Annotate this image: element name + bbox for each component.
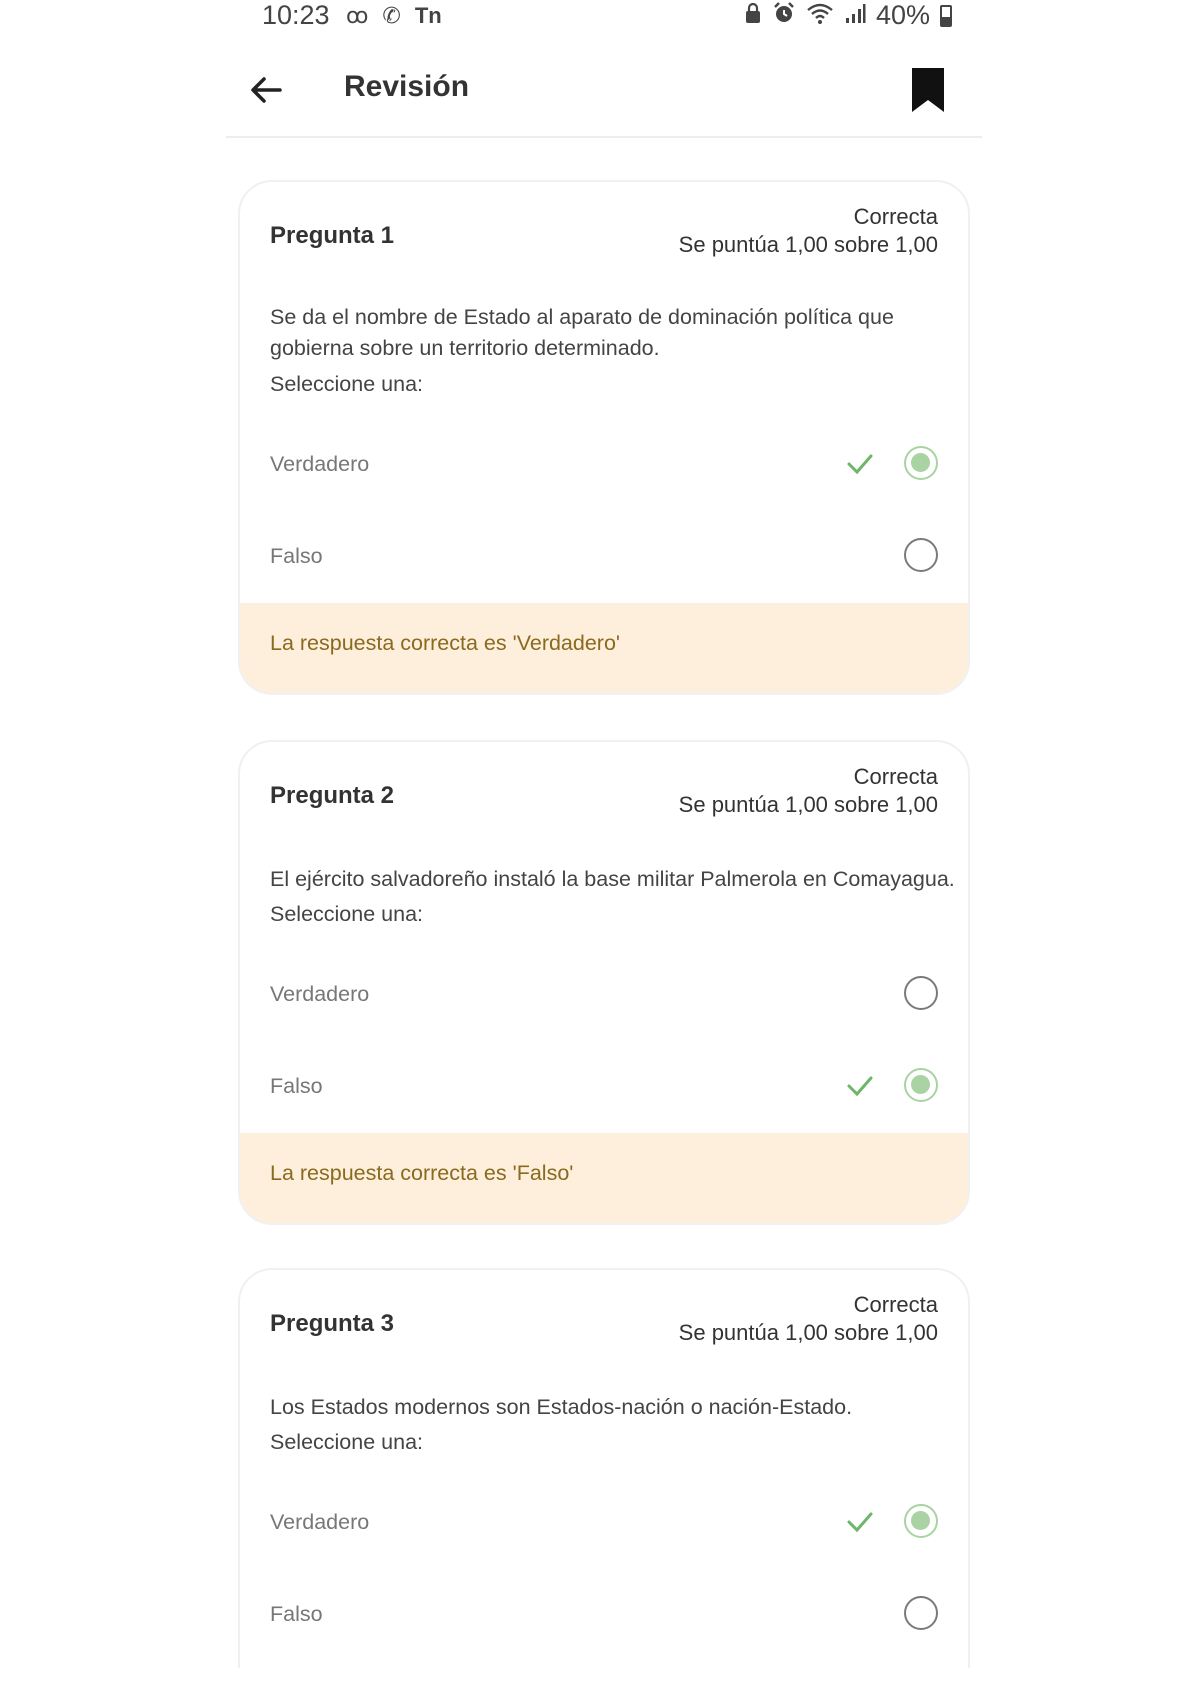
option-label: Verdadero (270, 452, 370, 476)
correct-answer-feedback (240, 1133, 968, 1225)
option-falso[interactable] (240, 522, 968, 592)
radio-button[interactable] (904, 538, 938, 572)
question-state: Correcta (853, 204, 938, 229)
option-verdadero[interactable] (240, 960, 968, 1030)
question-card-2 (238, 740, 970, 1225)
question-title: Pregunta 3 (270, 1310, 395, 1337)
tn-app-icon: Tn (414, 3, 442, 28)
option-label: Verdadero (270, 1510, 370, 1534)
alarm-icon (772, 1, 796, 31)
arrow-left-icon (246, 70, 286, 110)
question-text: Los Estados modernos son Estados-nación o nación-Estado. (270, 1395, 853, 1419)
question-title: Pregunta 1 (270, 222, 395, 249)
option-label: Falso (270, 544, 323, 568)
radio-button-selected[interactable] (904, 1504, 938, 1538)
battery-icon (940, 5, 952, 27)
lock-icon (744, 2, 762, 30)
signal-icon (844, 2, 866, 30)
question-grade: Se puntúa 1,00 sobre 1,00 (678, 1320, 938, 1345)
option-label: Falso (270, 1074, 323, 1098)
option-label: Falso (270, 1602, 323, 1626)
question-state: Correcta (853, 764, 938, 789)
option-label: Verdadero (270, 982, 370, 1006)
question-grade: Se puntúa 1,00 sobre 1,00 (678, 792, 938, 817)
bookmark-button[interactable] (910, 66, 946, 114)
question-title: Pregunta 2 (270, 782, 395, 809)
question-grade: Se puntúa 1,00 sobre 1,00 (678, 232, 938, 257)
bookmark-icon (910, 66, 946, 114)
status-bar (262, 0, 962, 34)
battery-percentage: 40% (875, 0, 930, 30)
check-icon (846, 1074, 874, 1098)
radio-button[interactable] (904, 1596, 938, 1630)
question-card-3 (238, 1268, 970, 1668)
question-text: El ejército salvadoreño instaló la base militar Palmerola en Comayagua. (270, 867, 955, 891)
question-state: Correcta (853, 1292, 938, 1317)
radio-button-selected[interactable] (904, 446, 938, 480)
wifi-icon (806, 2, 834, 30)
feedback-text: La respuesta correcta es 'Falso' (270, 1161, 574, 1185)
option-falso[interactable] (240, 1580, 968, 1650)
option-falso[interactable] (240, 1052, 968, 1122)
radio-button[interactable] (904, 976, 938, 1010)
question-prompt: Seleccione una: (270, 902, 423, 926)
question-text: Se da el nombre de Estado al aparato de dominación política que gobierna sobre un territorio determinado. (270, 305, 894, 360)
question-prompt: Seleccione una: (270, 372, 423, 396)
check-icon (846, 1510, 874, 1534)
option-verdadero[interactable] (240, 430, 968, 500)
check-icon (846, 452, 874, 476)
correct-answer-feedback (240, 603, 968, 695)
question-card-1 (238, 180, 970, 695)
option-verdadero[interactable] (240, 1488, 968, 1558)
whatsapp-icon: ✆ (382, 3, 401, 28)
radio-button-selected[interactable] (904, 1068, 938, 1102)
feedback-text: La respuesta correcta es 'Verdadero' (270, 631, 621, 655)
status-right-icons (744, 0, 952, 31)
status-time: 10:23 (262, 0, 330, 30)
question-prompt: Seleccione una: (270, 1430, 423, 1454)
back-button[interactable] (246, 70, 286, 110)
page-title: Revisión (344, 70, 470, 103)
app-bar (226, 48, 982, 138)
voicemail-icon: ꝏ (346, 3, 369, 28)
status-left-icons (346, 3, 442, 29)
